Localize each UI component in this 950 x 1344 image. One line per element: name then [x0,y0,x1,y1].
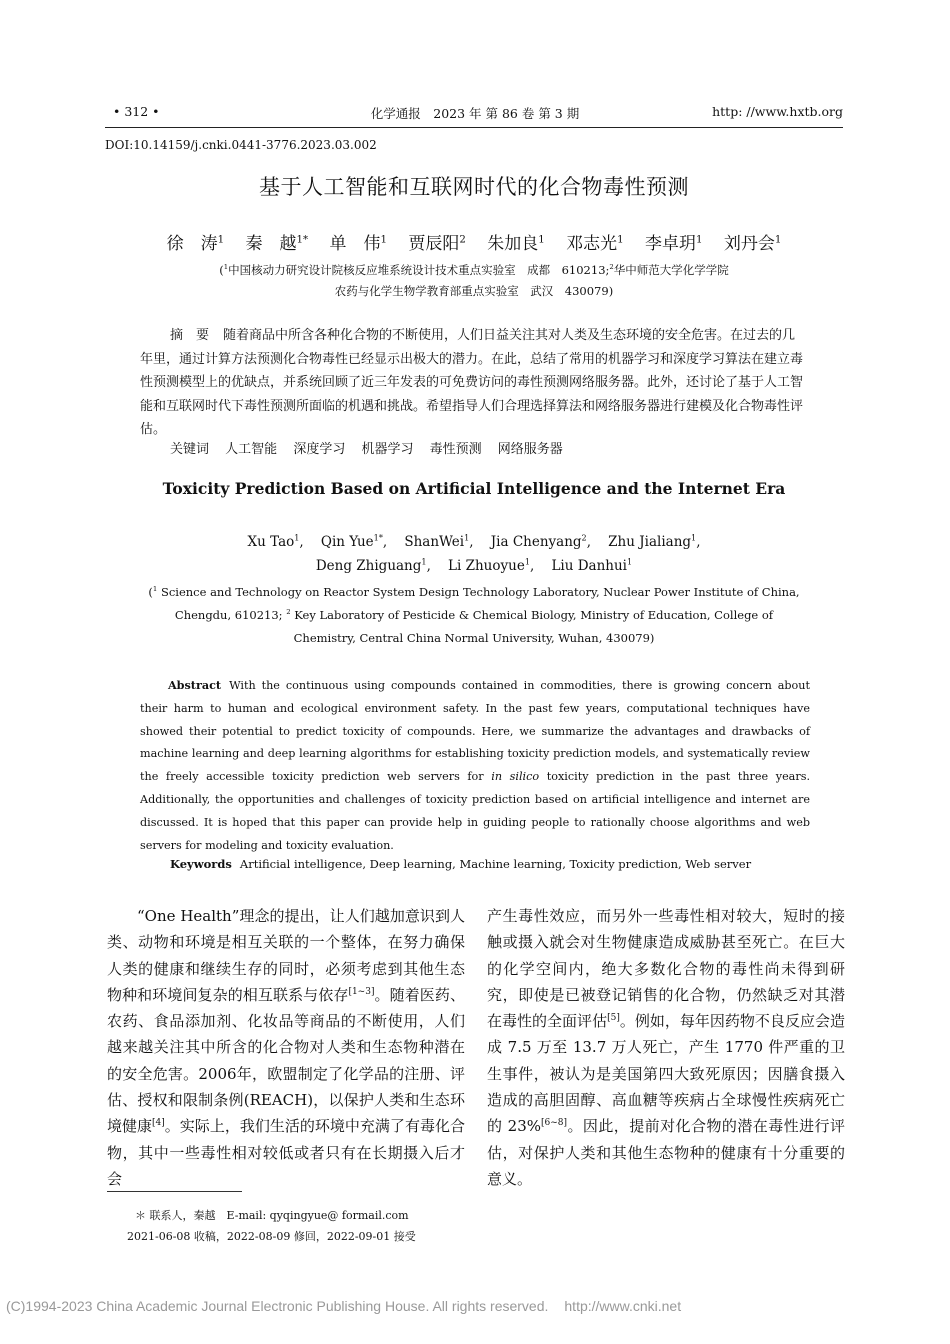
abstract-zh [140,324,808,442]
affiliation-zh-line2: 农药与化学生物学教育部重点实验室 武汉 430079) [334,284,614,298]
authors-en-line1 [105,534,843,550]
citation: [4] [152,1118,165,1129]
footnote-dates: 2021-06-08 收稿，2022-08-09 修回，2022-09-01 接受 [127,1230,416,1243]
author-en: Li Zhuoyue$^1$, [448,556,535,574]
affiliation-en: ($^1$ Science and Technology on Reactor System Design Technology Laboratory, Nuclear Power Institute of China, Chengdu, 610213; $^2$ Key Laboratory of Pesticide & Chemical Biology, Ministry of Education, College of Chemistry, Central China Normal University, Wuhan, 430079) [148,585,800,645]
citation: [1~3] [348,986,375,997]
author-en: ShanWei$^1$, [404,532,474,550]
footnote-contact: ＊ 联系人，秦越 E-mail: qyqingyue@ formail.com [135,1209,409,1222]
doi[interactable]: DOI:10.14159/j.cnki.0441-3776.2023.03.002 [105,138,377,152]
journal-website[interactable]: http: //www.hxtb.org [712,104,843,119]
cnki-url[interactable]: http://www.cnki.net [564,1298,682,1314]
keywords-zh [170,438,575,457]
author-en: Zhu Jialiang$^1$, [608,532,701,550]
keyword-zh: 人工智能 [225,442,278,457]
author-zh: 李卓玥$^1$ [645,234,703,254]
keywords-en-text: Artificial intelligence, Deep learning, Machine learning, Toxicity prediction, Web server [239,857,752,871]
journal-header: 化学通报 2023 年 第 86 卷 第 3 期 [370,106,580,121]
abstract-zh-text: 随着商品中所含各种化合物的不断使用，人们日益关注其对人类及生态环境的安全危害。在过去的几年里，通过计算方法预测化合物毒性已经显示出极大的潜力。在此，总结了常用的机器学习和深度学习算法在建立毒性预测模型上的优缺点，并系统回顾了近三年发表的可免费访问的毒性预测网络服务器。此外，还讨论了基于人工智能和互联网时代下毒性预测所面临的机遇和挑战。希望指导人们合理选择算法和网络服务器进行建模及化合物毒性评估。 [140,328,804,437]
abstract-zh-label: 摘 要 [170,328,210,343]
author-zh: 秦 越$^{1*}$ [245,234,309,254]
citation: [6~8] [541,1118,568,1129]
abstract-en: Abstract With the continuous using compounds contained in commodities, there is growing concern about their harm to human and ecological environment safety. In the past few years, computational techniques have showed their potential to predict toxicity of compounds. Here, we summarize the advantages and drawbacks of machine learning and deep learning algorithms for establishing toxicity prediction models, and systematically review the freely accessible toxicity prediction web servers for in silico toxicity prediction in the past three years. Additionally, the opportunities and challenges of toxicity prediction based on artificial intelligence and internet are discussed. It is hoped that this paper can provide help in guiding people to rationally choose algorithms and web servers for modeling and toxicity evaluation. [140,678,810,852]
keywords-zh-label: 关键词 [170,442,210,457]
affiliation-zh-line1: ($^1$中国核动力研究设计院核反应堆系统设计技术重点实验室 成都 610213;$^2$华中师范大学化学学院 [219,263,729,277]
citation: [5] [607,1013,620,1024]
keywords-en [170,857,751,871]
footnote-rule [107,1191,242,1192]
author-zh: 徐 涛$^1$ [166,234,225,254]
header-rule [105,127,843,128]
keyword-zh: 网络服务器 [497,442,563,457]
author-en: Deng Zhiguang$^1$, [315,556,431,574]
body-left-column: “One Health”理念的提出，让人们越加意识到人类、动物和环境是相互关联的一个整体，在努力确保人类的健康和继续生存的同时，必须考虑到其他生态物种和环境间复杂的相互联系与依存[1~3]。随着医药、农药、食品添加剂、化妆品等商品的不断使用，人们越来越关注其中所含的化合物对人类和生态物种潜在的安全危害。2006年，欧盟制定了化学品的注册、评估、授权和限制条例(REACH)，以保护人类和生态环境健康[4]。实际上，我们生活的环境中充满了有毒化合物，其中一些毒性相对较低或者只有在长期摄入后才会 [107,907,465,1188]
author-zh: 邓志光$^1$ [566,234,624,254]
authors-zh [105,229,843,254]
author-zh: 单 伟$^1$ [329,234,387,254]
abstract-en-label: Abstract [168,678,222,692]
author-zh: 朱加良$^1$ [487,234,545,254]
title-zh: 基于人工智能和互联网时代的化合物毒性预测 [259,175,689,199]
author-en: Jia Chenyang$^2$, [490,532,591,550]
author-zh: 贾辰阳$^2$ [408,234,466,254]
keyword-zh: 机器学习 [361,442,414,457]
keyword-zh: 毒性预测 [429,442,482,457]
page-number: • 312 • [113,104,160,119]
author-en: Liu Danhui$^1$ [551,556,633,574]
authors-en-line2 [105,558,843,574]
cnki-watermark [6,1298,681,1314]
body-right-column: 产生毒性效应，而另外一些毒性相对较大，短时的接触或摄入就会对生物健康造成威胁甚至死亡。在巨大的化学空间内，绝大多数化合物的毒性尚未得到研究，即使是已被登记销售的化合物，仍然缺乏对其潜在毒性的全面评估[5]。例如，每年因药物不良反应会造成 7.5 万至 13.7 万人死亡，产生 1770 件严重的卫生事件，被认为是美国第四大致死原因；因膳食摄入造成的高胆固醇、高血糖等疾病占全球慢性疾病死亡的 23%[6~8]。因此，提前对化合物的潜在毒性进行评估，对保护人类和其他生态物种的健康有十分重要的意义。 [487,907,845,1188]
author-zh: 刘丹会$^1$ [723,234,782,254]
author-en: Qin Yue$^{1*}$, [320,532,388,550]
keyword-zh: 深度学习 [293,442,346,457]
keywords-en-label: Keywords [170,857,232,871]
copyright-text: (C)1994-2023 China Academic Journal Electronic Publishing House. All rights reserved. [6,1298,549,1314]
author-en: Xu Tao$^1$, [247,532,304,550]
title-en: Toxicity Prediction Based on Artificial Intelligence and the Internet Era [162,479,786,498]
